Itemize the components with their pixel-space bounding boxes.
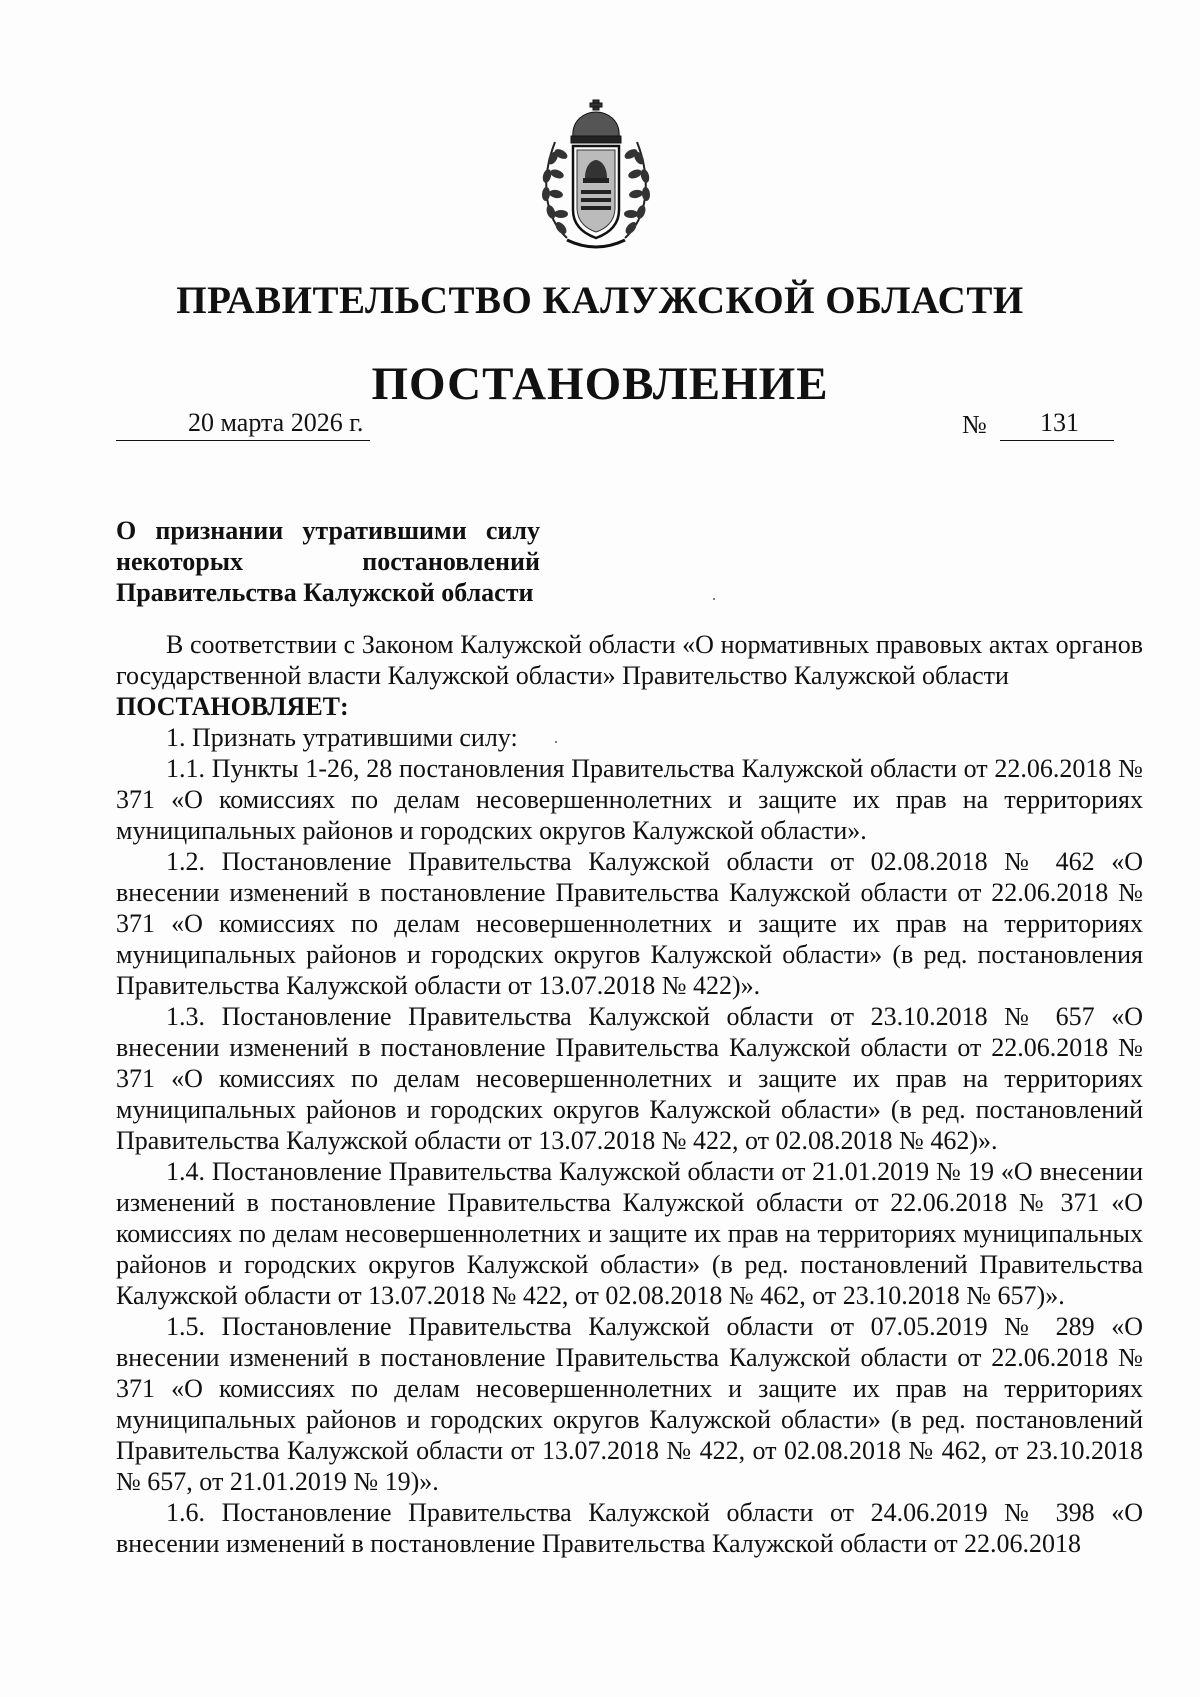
sub-item-paragraph: 1.5. Постановление Правительства Калужской области от 07.05.2019 № 289 «О внесении изменений в постановление Правительства Калужской области от 22.06.2018 № 371 «О комиссиях по делам несовершеннолетних и защите их прав на территориях муниципальных районов и городских округов Калужской области» (в ред. постановлений Правительства Калужской области от 13.07.2018 № 422, от 02.08.2018 № 462, от 23.10.2018 № 657, от 21.01.2019 № 19)». bbox=[116, 1312, 1143, 1496]
sub-item-paragraph: 1.2. Постановление Правительства Калужской области от 02.08.2018 № 462 «О внесении изменений в постановление Правительства Калужской области от 22.06.2018 № 371 «О комиссиях по делам несовершеннолетних и защите их прав на территориях муниципальных районов и городских округов Калужской области» (в ред. постановления Правительства Калужской области от 13.07.2018 № 422)». bbox=[116, 847, 1143, 1000]
subject-line: О признании утратившими силу bbox=[116, 516, 540, 545]
scan-speck bbox=[713, 598, 715, 600]
number-underline bbox=[1000, 440, 1114, 441]
document-date: 20 марта 2026 г. bbox=[188, 408, 364, 437]
subject-line: некоторых постановлений bbox=[116, 547, 540, 576]
sub-item-paragraph: 1.3. Постановление Правительства Калужской области от 23.10.2018 № 657 «О внесении изменений в постановление Правительства Калужской области от 22.06.2018 № 371 «О комиссиях по делам несовершеннолетних и защите их прав на территориях муниципальных районов и городских округов Калужской области» (в ред. постановлений Правительства Калужской области от 13.07.2018 № 422, от 02.08.2018 № 462)». bbox=[116, 1002, 1143, 1155]
sub-item-paragraph: 1.6. Постановление Правительства Калужской области от 24.06.2019 № 398 «О внесении изменений в постановление Правительства Калужской области от 22.06.2018 bbox=[116, 1498, 1143, 1558]
document-body bbox=[116, 629, 1143, 1559]
preamble-paragraph: В соответствии с Законом Калужской области «О нормативных правовых актах органов государственной власти Калужской области» Правительство Калужской области bbox=[116, 630, 1143, 690]
document-number: 131 bbox=[1040, 408, 1079, 437]
document-type-title: ПОСТАНОВЛЕНИЕ bbox=[371, 358, 829, 410]
coat-of-arms-icon bbox=[537, 98, 655, 250]
scan-speck bbox=[555, 741, 557, 743]
item-paragraph: 1. Признать утратившими силу: bbox=[166, 723, 518, 752]
date-underline bbox=[116, 440, 370, 441]
document-subject bbox=[116, 515, 540, 608]
subject-line: Правительства Калужской области bbox=[116, 578, 534, 607]
sub-item-paragraph: 1.1. Пункты 1-26, 28 постановления Правительства Калужской области от 22.06.2018 № 371 «О комиссиях по делам несовершеннолетних и защите их прав на территориях муниципальных районов и городских округов Калужской области». bbox=[116, 754, 1143, 845]
sub-item-paragraph: 1.4. Постановление Правительства Калужской области от 21.01.2019 № 19 «О внесении изменений в постановление Правительства Калужской области от 22.06.2018 № 371 «О комиссиях по делам несовершеннолетних и защите их прав на территориях муниципальных районов и городских округов Калужской области» (в ред. постановлений Правительства Калужской области от 13.07.2018 № 422, от 02.08.2018 № 462, от 23.10.2018 № 657)». bbox=[116, 1157, 1143, 1310]
government-title: ПРАВИТЕЛЬСТВО КАЛУЖСКОЙ ОБЛАСТИ bbox=[176, 279, 1024, 322]
number-sign: № bbox=[962, 410, 987, 439]
decree-word: ПОСТАНОВЛЯЕТ: bbox=[116, 692, 349, 721]
